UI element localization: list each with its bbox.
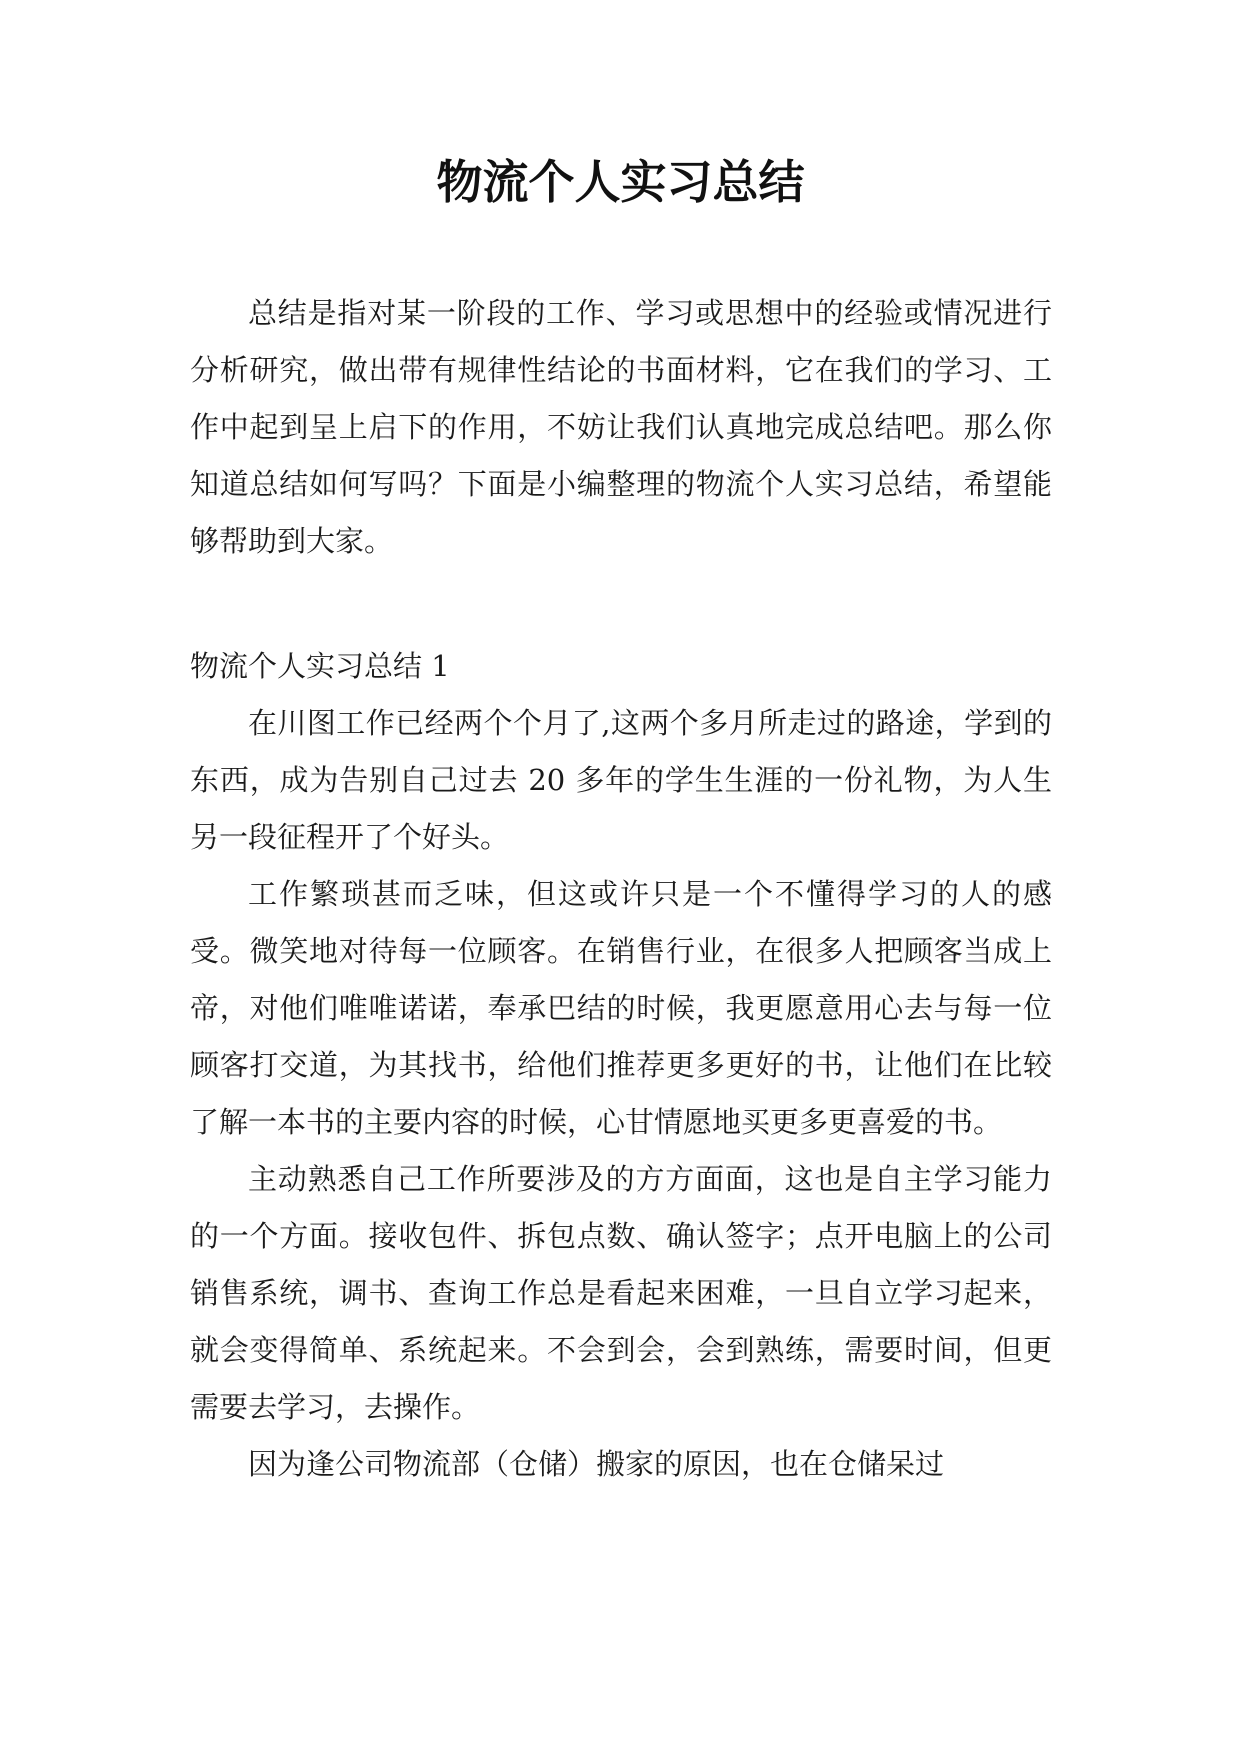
paragraph-4: 因为逢公司物流部（仓储）搬家的原因，也在仓储呆过 (248, 1447, 945, 1481)
section-heading: 物流个人实习总结 1 (190, 649, 450, 683)
paragraph-2: 工作繁琐甚而乏味，但这或许只是一个不懂得学习的人的感受。微笑地对待每一位顾客。在销售行业，在很多人把顾客当成上帝，对他们唯唯诺诺，奉承巴结的时候，我更愿意用心去与每一位顾客打交道，为其找书，给他们推荐更多更好的书，让他们在比较了解一本书的主要内容的时候，心甘情愿地买更多更喜爱的书。 (190, 877, 1052, 1139)
paragraph-3: 主动熟悉自己工作所要涉及的方方面面，这也是自主学习能力的一个方面。接收包件、拆包点数、确认签字；点开电脑上的公司销售系统，调书、查询工作总是看起来困难，一旦自立学习起来，就会变得简单、系统起来。不会到会，会到熟练，需要时间，但更需要去学习，去操作。 (190, 1162, 1052, 1424)
section-1 (190, 638, 1052, 1493)
document-title: 物流个人实习总结 (436, 155, 805, 209)
paragraph-1: 在川图工作已经两个个月了,这两个多月所走过的路途，学到的东西，成为告别自己过去 20 多年的学生生涯的一份礼物，为人生另一段征程开了个好头。 (190, 706, 1052, 854)
intro-paragraph: 总结是指对某一阶段的工作、学习或思想中的经验或情况进行分析研究，做出带有规律性结论的书面材料，它在我们的学习、工作中起到呈上启下的作用，不妨让我们认真地完成总结吧。那么你知道总结如何写吗？下面是小编整理的物流个人实习总结，希望能够帮助到大家。 (190, 296, 1052, 558)
